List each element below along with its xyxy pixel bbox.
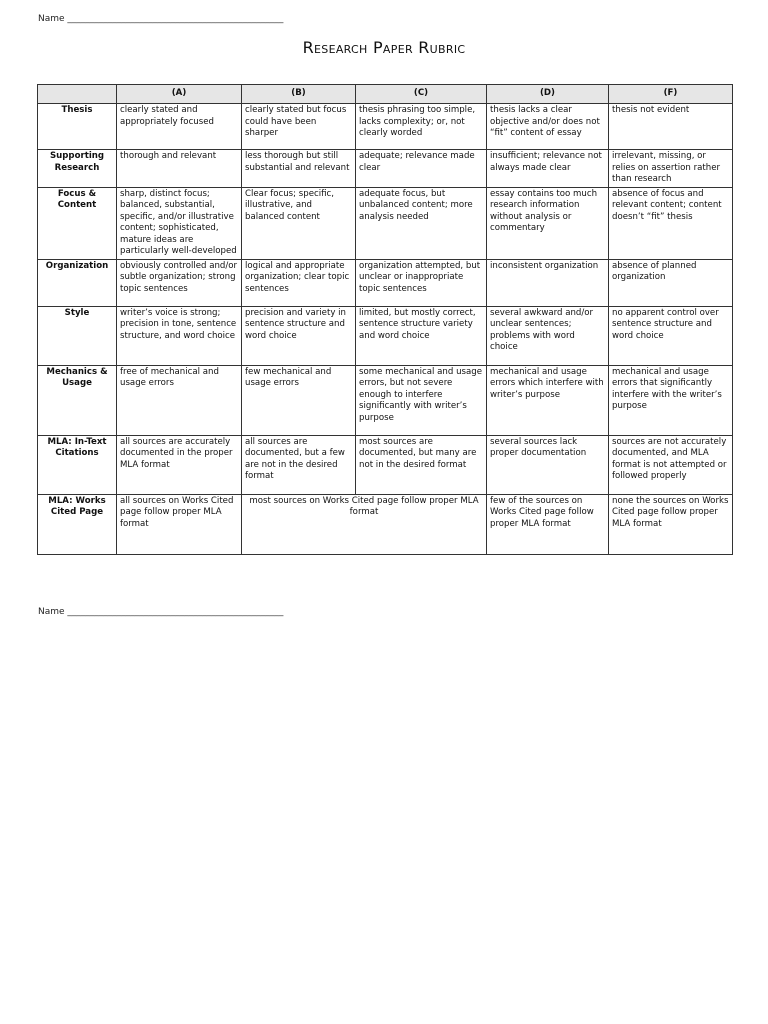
grade-a-cell: all sources on Works Cited page follow proper MLA format [117,494,242,554]
grade-c-cell: most sources are documented, but many are not in the desired format [356,435,487,494]
header-grade-d: (D) [487,85,609,104]
grade-c-cell: adequate focus, but unbalanced content; more analysis needed [356,187,487,259]
grade-d-cell: insufficient; relevance not always made clear [487,150,609,188]
header-grade-b: (B) [242,85,356,104]
grade-a-cell: all sources are accurately documented in the proper MLA format [117,435,242,494]
grade-f-cell: absence of planned organization [609,259,733,306]
table-row [38,435,733,494]
grade-b-cell: all sources are documented, but a few are not in the desired format [242,435,356,494]
table-row [38,259,733,306]
grade-a-cell: thorough and relevant [117,150,242,188]
grade-b-cell: Clear focus; specific, illustrative, and balanced content [242,187,356,259]
grade-c-cell: organization attempted, but unclear or inappropriate topic sentences [356,259,487,306]
criterion-label: Style [38,306,117,365]
grade-f-cell: sources are not accurately documented, and MLA format is not attempted or followed properly [609,435,733,494]
grade-a-cell: obviously controlled and/or subtle organization; strong topic sentences [117,259,242,306]
grade-c-cell: some mechanical and usage errors, but not severe enough to interfere significantly with writer’s purpose [356,365,487,435]
table-row [38,306,733,365]
rubric-table [37,84,733,555]
criterion-label: Supporting Research [38,150,117,188]
name-line-bottom: Name ________________________________________________ [38,607,284,617]
grade-b-cell: clearly stated but focus could have been sharper [242,104,356,150]
grade-d-cell: several awkward and/or unclear sentences; problems with word choice [487,306,609,365]
grade-a-cell: clearly stated and appropriately focused [117,104,242,150]
table-row [38,494,733,554]
grade-c-cell: thesis phrasing too simple, lacks complexity; or, not clearly worded [356,104,487,150]
criterion-label: Mechanics & Usage [38,365,117,435]
grade-b-cell: logical and appropriate organization; clear topic sentences [242,259,356,306]
grade-a-cell: writer’s voice is strong; precision in tone, sentence structure, and word choice [117,306,242,365]
grade-b-cell: few mechanical and usage errors [242,365,356,435]
grade-f-cell: irrelevant, missing, or relies on assertion rather than research [609,150,733,188]
grade-b-cell: precision and variety in sentence structure and word choice [242,306,356,365]
name-line-top: Name ________________________________________________ [38,14,284,24]
table-row [38,365,733,435]
grade-d-cell: few of the sources on Works Cited page follow proper MLA format [487,494,609,554]
table-row [38,104,733,150]
grade-f-cell: absence of focus and relevant content; content doesn’t “fit” thesis [609,187,733,259]
header-grade-f: (F) [609,85,733,104]
criterion-label: Focus & Content [38,187,117,259]
grade-f-cell: mechanical and usage errors that significantly interfere with the writer’s purpose [609,365,733,435]
grade-d-cell: mechanical and usage errors which interfere with writer’s purpose [487,365,609,435]
page-title: Research Paper Rubric [302,38,466,57]
grade-bc-merged-cell: most sources on Works Cited page follow proper MLA format [242,494,487,554]
grade-d-cell: inconsistent organization [487,259,609,306]
criterion-label: MLA: Works Cited Page [38,494,117,554]
grade-f-cell: none the sources on Works Cited page follow proper MLA format [609,494,733,554]
grade-f-cell: thesis not evident [609,104,733,150]
grade-c-cell: adequate; relevance made clear [356,150,487,188]
header-row [38,85,733,104]
table-row [38,150,733,188]
criterion-label: MLA: In-Text Citations [38,435,117,494]
table-row [38,187,733,259]
criterion-label: Thesis [38,104,117,150]
grade-d-cell: essay contains too much research information without analysis or commentary [487,187,609,259]
header-grade-c: (C) [356,85,487,104]
criterion-label: Organization [38,259,117,306]
grade-d-cell: thesis lacks a clear objective and/or does not “fit” content of essay [487,104,609,150]
grade-a-cell: free of mechanical and usage errors [117,365,242,435]
grade-b-cell: less thorough but still substantial and relevant [242,150,356,188]
grade-d-cell: several sources lack proper documentation [487,435,609,494]
grade-f-cell: no apparent control over sentence structure and word choice [609,306,733,365]
header-grade-a: (A) [117,85,242,104]
grade-a-cell: sharp, distinct focus; balanced, substantial, specific, and/or illustrative content; sophisticated, mature ideas are particularly well-developed [117,187,242,259]
header-criterion [38,85,117,104]
grade-c-cell: limited, but mostly correct, sentence structure variety and word choice [356,306,487,365]
